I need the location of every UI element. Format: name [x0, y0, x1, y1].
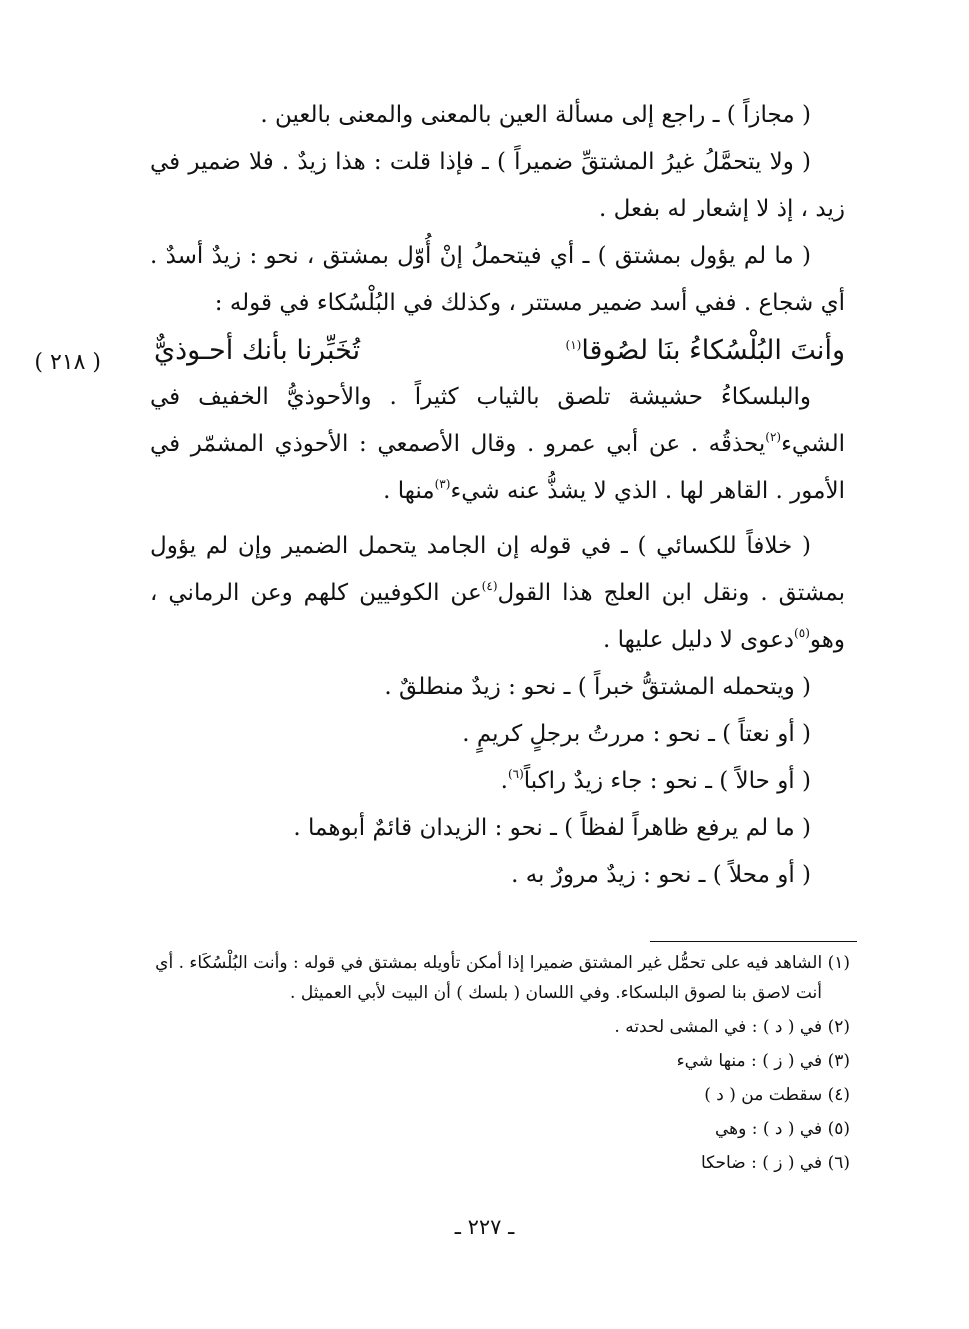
verse-number: ( ٢١٨ ) — [34, 350, 101, 375]
footnote-ref-5: (٥) — [794, 626, 810, 640]
text-run: دعوى لا دليل عليها . — [603, 627, 795, 653]
footnote-6: (٦) في ( ز ) : ضاحكا — [700, 1153, 850, 1173]
example-zahir: ( ما لم يرفع ظاهراً لفظاً ) ـ نحو : الزيدان قائمٌ أبوهما . — [293, 815, 811, 841]
footnotes — [150, 948, 850, 1178]
example-mahall: ( أو محلاً ) ـ نحو : زيدٌ مرورٌ به . — [511, 862, 811, 888]
verse-left-hemistich: تُخَبِّرنا بأنك أحـوذيٌّ — [154, 335, 361, 366]
footnote-divider — [650, 941, 857, 942]
verse-right-hemistich — [566, 327, 846, 374]
page-number: ـ ٢٢٧ ـ — [454, 1215, 515, 1239]
footnote-4: (٤) سقطت من ( د ) — [704, 1085, 850, 1105]
footnote-ref-4: (٤) — [481, 579, 498, 593]
footnote-1-continued: أنت لاصق بنا لصوق البلسكاء. وفي اللسان ( بلسك ) أن البيت لأبي العميثل . — [290, 983, 822, 1003]
footnote-3: (٣) في ( ز ) : منها شيء — [676, 1051, 850, 1071]
footnote-ref-6: (٦) — [507, 767, 524, 781]
verse-right-text: وأنتَ البُلْسُكاءُ بنَا لصُوقا — [581, 335, 845, 366]
example-khabar: ( ويتحمله المشتقُّ خبراً ) ـ نحو : زيدٌ منطلقٌ . — [384, 674, 811, 700]
footnote-2: (٢) في ( د ) : في المشى لحدته . — [614, 1017, 850, 1037]
text-run: ( خلافاً للكسائي ) ـ في قوله إن الجامد يتحمل الضمير وإن لم يؤول بمشتق . ونقل ابن العلج هذا القول — [150, 533, 845, 606]
paragraph-kisai — [150, 523, 845, 664]
text-run: يحذقُه . عن أبي عمرو . وقال الأصمعي : الأحوذي المشمّر في الأمور . القاهر لها . الذي لا يشذُّ عنه شيء — [150, 431, 845, 504]
poetry-verse — [150, 327, 845, 374]
example-hal — [150, 758, 845, 805]
main-text — [150, 92, 845, 899]
paragraph-muawwal: ( ما لم يؤول بمشتق ) ـ أي فيتحملُ إنْ أُوّل بمشتق ، نحو : زيدٌ أسدٌ . أي شجاع . ففي أسد ضمير مستتر ، وكذلك في البُلْسُكاء في قوله : — [150, 243, 845, 316]
paragraph-majazan: ( مجازاً ) ـ راجع إلى مسألة العين بالمعنى والمعنى بالعين . — [260, 102, 811, 128]
footnote-5: (٥) في ( د ) : وهي — [714, 1119, 850, 1139]
text-run: عن الكوفيين كلهم وعن الرماني ، وهو — [150, 580, 845, 653]
text-run: ( أو حالاً ) ـ نحو : جاء زيدٌ راكباً — [523, 768, 811, 794]
footnote-ref-3: (٣) — [434, 477, 451, 491]
text-run: . — [500, 768, 508, 794]
paragraph-balsaka — [150, 374, 845, 515]
footnote-ref-1: (١) — [565, 338, 582, 352]
text-run: منها . — [383, 478, 435, 504]
example-naat: ( أو نعتاً ) ـ نحو : مررتُ برجلٍ كريمٍ . — [462, 721, 811, 747]
paragraph-no-pronoun: ( ولا يتحمَّلُ غيرُ المشتقِّ ضميراً ) ـ فإذا قلت : هذا زيدٌ . فلا ضمير في زيد ، إذ لا إشعار له بفعل . — [150, 149, 845, 222]
footnote-1: (١) الشاهد فيه على تحمُّل غير المشتق ضميرا إذا أمكن تأويله بمشتق في قوله : وأنت البُلْسُكَاء . أي — [155, 953, 850, 973]
text-run: والبلسكاءُ حشيشة تلصق بالثياب كثيراً . والأحوذيُّ الخفيف في الشيء — [150, 384, 845, 457]
footnote-ref-2: (٢) — [765, 430, 782, 444]
